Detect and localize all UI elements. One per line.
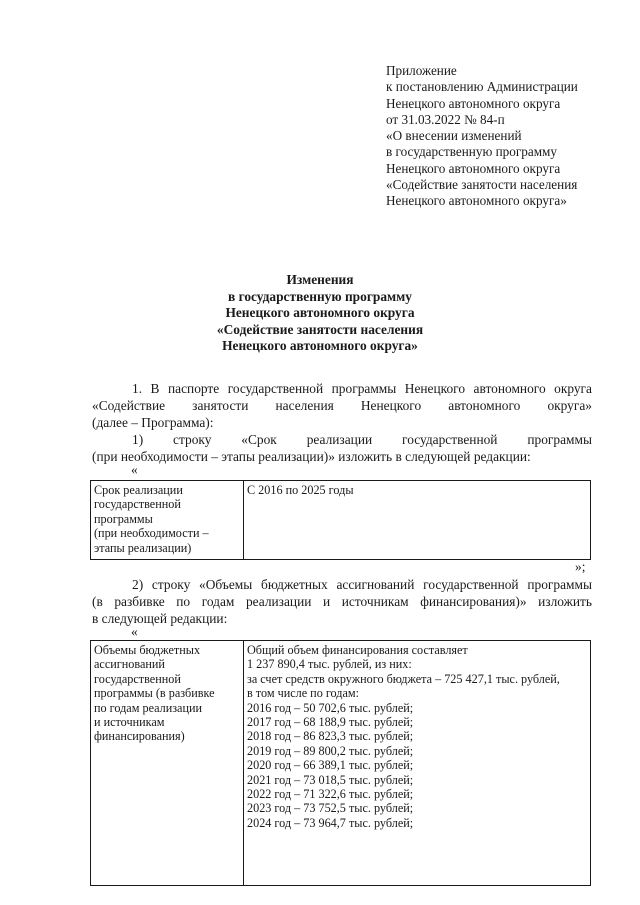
title-line: в государственную программу — [228, 288, 412, 304]
appendix-line: от 31.03.2022 № 84-п — [386, 111, 505, 127]
appendix-line: Ненецкого автономного округа — [386, 160, 561, 176]
table-row — [91, 641, 591, 886]
item-1-text — [92, 431, 592, 465]
section-1-intro — [92, 380, 592, 431]
table-cell-value: С 2016 по 2025 годы — [244, 481, 591, 560]
title-line: Изменения — [286, 272, 354, 287]
table-cell-value: Общий объем финансирования составляет 1 237 890,4 тыс. рублей, из них: за счет средств окружного бюджета – 725 427,1 тыс. рублей, в том числе по годам: 2016 год – 50 702,6 тыс. рублей; 2017 год – 68 188,9 тыс. рублей; 2018 год – 86 823,3 тыс. рублей; 2019 год – 89 800,2 тыс. рублей; 2020 год – 66 389,1 тыс. рублей; 2021 год – 73 018,5 тыс. рублей; 2022 год – 71 322,6 тыс. рублей; 2023 год – 73 752,5 тыс. рублей; 2024 год – 73 964,7 тыс. рублей; — [244, 641, 591, 886]
funding-table — [90, 640, 591, 886]
paragraph-line: (в разбивке по годам реализации и источникам финансирования)» изложить — [92, 594, 592, 609]
paragraph-line: «Содействие занятости населения Ненецкого автономного округа» — [92, 398, 592, 413]
title-line: «Содействие занятости населения — [216, 321, 424, 337]
quote-open-mark: « — [131, 462, 138, 477]
appendix-line: Ненецкого автономного округа» — [386, 193, 567, 209]
paragraph-line: 1. В паспорте государственной программы Ненецкого автономного округа — [132, 381, 592, 396]
table-cell-label: Срок реализации государственной программы (при необходимости – этапы реализации) — [91, 481, 244, 560]
document-title — [0, 272, 640, 355]
appendix-header — [386, 63, 578, 210]
paragraph-line: (далее – Программа): — [92, 415, 214, 430]
term-table — [90, 480, 591, 560]
title-line: Ненецкого автономного округа» — [222, 338, 418, 354]
paragraph-line: 1) строку «Срок реализации государственной программы — [132, 432, 592, 447]
appendix-line: Приложение — [386, 63, 457, 78]
item-2-text — [92, 576, 592, 627]
paragraph-line: (при необходимости – этапы реализации)» изложить в следующей редакции: — [92, 449, 531, 464]
quote-open-mark: « — [131, 624, 138, 639]
appendix-line: «Содействие занятости населения — [386, 177, 578, 193]
title-line: Ненецкого автономного округа — [225, 305, 415, 321]
appendix-line: к постановлению Администрации — [386, 79, 578, 95]
appendix-line: в государственную программу — [386, 144, 557, 160]
paragraph-line: 2) строку «Объемы бюджетных ассигнований государственной программы — [132, 577, 592, 592]
appendix-line: Ненецкого автономного округа — [386, 95, 561, 111]
quote-close-mark: »; — [575, 559, 586, 574]
table-cell-label: Объемы бюджетных ассигнований государственной программы (в разбивке по годам реализации и источникам финансирования) — [91, 641, 244, 886]
paragraph-line: в следующей редакции: — [92, 611, 228, 626]
table-row — [91, 481, 591, 560]
appendix-line: «О внесении изменений — [386, 128, 522, 144]
